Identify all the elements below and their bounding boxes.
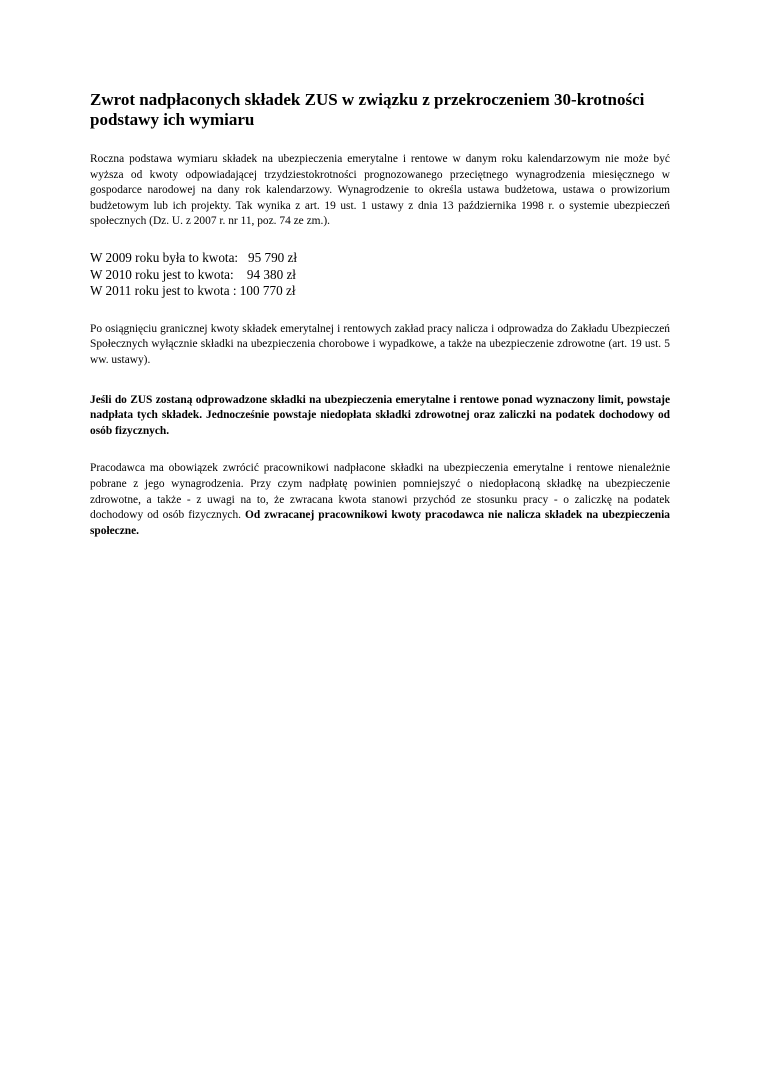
document-page <box>90 90 670 539</box>
document-title: Zwrot nadpłaconych składek ZUS w związku z przekroczeniem 30-krotności podstawy ich wymiaru <box>90 90 645 129</box>
paragraph-after-limit: Po osiągnięciu granicznej kwoty składek emerytalnej i rentowych zakład pracy nalicza i odprowadza do Zakładu Ubezpieczeń Społecznych wyłącznie składki na ubezpieczenia chorobowe i wypadkowe, a także na ubezpieczenie zdrowotne (art. 19 ust. 5 ww. ustawy). <box>90 322 670 366</box>
amount-2010: W 2010 roku jest to kwota: 94 380 zł <box>90 266 296 282</box>
paragraph-employer-refund-text: Pracodawca ma obowiązek zwrócić pracownikowi nadpłacone składki na ubezpieczenia emerytalne i rentowe nienależnie pobrane z jego wynagrodzenia. Przy czym nadpłatę powinien pomniejszyć o niedopłaconą składkę na ubezpieczenie zdrowotne, a także - z uwagi na to, że zwracana kwota stanowi przychód ze stosunku pracy - o zaliczkę na podatek dochodowy od osób fizycznych. <box>90 462 670 522</box>
paragraph-overpayment-bold: Jeśli do ZUS zostaną odprowadzone składki na ubezpieczenia emerytalne i rentowe ponad wyznaczony limit, powstaje nadpłata tych składek. Jednocześnie powstaje niedopłata składki zdrowotnej oraz zaliczki na podatek dochodowy od osób fizycznych. <box>90 393 670 437</box>
paragraph-employer-refund-bold: Od zwracanej pracownikowi kwoty pracodawca nie nalicza składek na ubezpieczenia społeczne. <box>90 509 670 537</box>
amount-2011: W 2011 roku jest to kwota : 100 770 zł <box>90 283 296 299</box>
yearly-amounts-list <box>90 250 670 300</box>
amount-2009: W 2009 roku była to kwota: 95 790 zł <box>90 249 298 265</box>
paragraph-employer-refund <box>90 461 670 539</box>
paragraph-contribution-base: Roczna podstawa wymiaru składek na ubezpieczenia emerytalne i rentowe w danym roku kalendarzowym nie może być wyższa od kwoty odpowiadającej trzydziestokrotności prognozowanego przeciętnego wynagrodzenia miesięcznego w gospodarce narodowej na dany rok kalendarzowy. Wynagrodzenie to określa ustawa budżetowa, ustawa o prowizorium budżetowym lub ich projekty. Tak wynika z art. 19 ust. 1 ustawy z dnia 13 października 1998 r. o systemie ubezpieczeń społecznych (Dz. U. z 2007 r. nr 11, poz. 74 ze zm.). <box>90 153 670 228</box>
